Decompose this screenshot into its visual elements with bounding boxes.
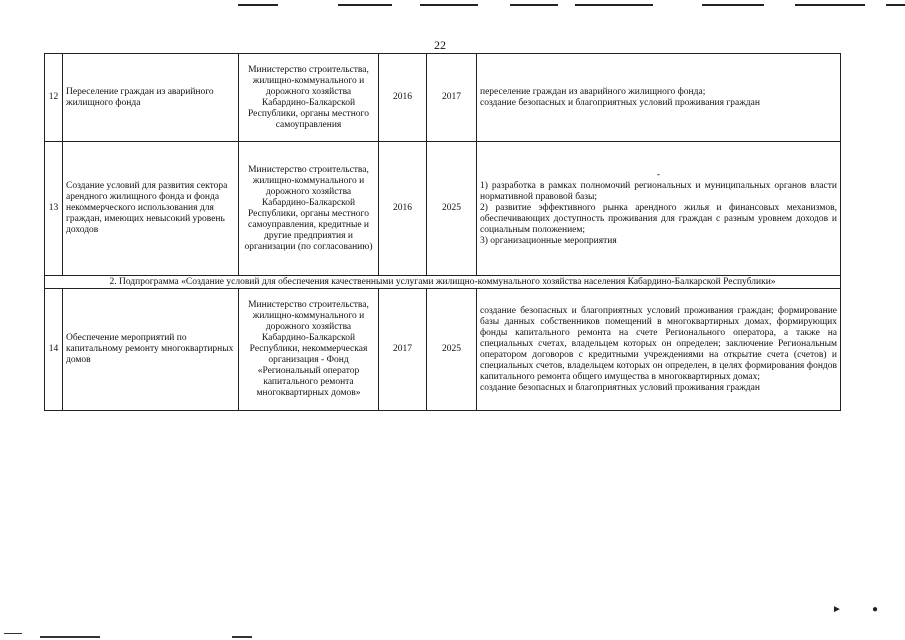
scan-line — [575, 4, 653, 6]
row-number: 14 — [45, 289, 63, 411]
subprogram-title: 2. Подпрограмма «Создание условий для обеспечения качественными услугами жилищно-коммунального хозяйства населения Кабардино-Балкарской Республики» — [45, 276, 841, 289]
measure-name: Создание условий для развития сектора арендного жилищного фонда и фонда некоммерческого использования для граждан, имеющих невысокий уровень доходов — [63, 142, 239, 276]
scan-line — [238, 4, 278, 6]
table-row — [45, 142, 841, 276]
scan-line — [4, 633, 22, 634]
scan-line — [795, 4, 865, 6]
scan-line — [510, 4, 558, 6]
scan-line — [40, 636, 100, 638]
scan-line — [232, 636, 252, 638]
subprogram-row — [45, 276, 841, 289]
measure-name: Обеспечение мероприятий по капитальному ремонту многоквартирных домов — [63, 289, 239, 411]
program-table — [44, 53, 841, 411]
executor: Министерство строительства, жилищно-коммунального и дорожного хозяйства Кабардино-Балкарской Республики, некоммерческая организация - Фонд «Региональный оператор капитального ремонта многоквартирных домов» — [239, 289, 379, 411]
scan-line — [338, 4, 392, 6]
executor: Министерство строительства, жилищно-коммунального и дорожного хозяйства Кабардино-Балкарской Республики, органы местного самоуправления — [239, 54, 379, 142]
start-year: 2017 — [379, 289, 427, 411]
scan-line — [886, 4, 905, 6]
result-line: переселение граждан из аварийного жилищного фонда; — [480, 86, 706, 97]
row-number: 12 — [45, 54, 63, 142]
executor: Министерство строительства, жилищно-коммунального и дорожного хозяйства Кабардино-Балкарской Республики, органы местного самоуправления, кредитные и другие предприятия и организации (по согласованию) — [239, 142, 379, 276]
scan-line — [420, 4, 478, 6]
result-dash: - — [656, 170, 661, 180]
table-row — [45, 54, 841, 142]
scan-mark: ► — [832, 604, 842, 615]
start-year: 2016 — [379, 54, 427, 142]
expected-results — [477, 289, 841, 411]
scan-line — [702, 4, 764, 6]
start-year: 2016 — [379, 142, 427, 276]
measure-name: Переселение граждан из аварийного жилищного фонда — [63, 54, 239, 142]
scan-mark: ● — [872, 604, 879, 615]
page-number: 22 — [434, 38, 446, 52]
end-year: 2025 — [427, 142, 477, 276]
result-line: создание безопасных и благоприятных условий проживания граждан — [480, 382, 760, 393]
end-year: 2025 — [427, 289, 477, 411]
result-line: создание безопасных и благоприятных условий проживания граждан; формирование базы данных собственников помещений в многоквартирных домах, формирующих фонды капитального ремонта на счете Регионального оператора, а также на специальных счетах, владельцем которых он определен; заключение Региональным оператором договоров с кредитными учреждениями на открытие счета (счетов) и специальных счетов, владельцем которых он определен, в целях формирования фондов капитального ремонта общего имущества в многоквартирных домах; — [480, 305, 837, 382]
result-line: 2) развитие эффективного рынка арендного жилья и финансовых механизмов, обеспечивающих доступность проживания для граждан с разным уровнем доходов и социальным положением; — [480, 203, 837, 235]
row-number: 13 — [45, 142, 63, 276]
result-line: создание безопасных и благоприятных условий проживания граждан — [480, 97, 760, 108]
result-line: 3) организационные мероприятия — [480, 236, 617, 246]
expected-results — [477, 142, 841, 276]
end-year: 2017 — [427, 54, 477, 142]
table-row — [45, 289, 841, 411]
expected-results — [477, 54, 841, 142]
result-line: 1) разработка в рамках полномочий региональных и муниципальных органов власти нормативной правовой базы; — [480, 181, 837, 202]
